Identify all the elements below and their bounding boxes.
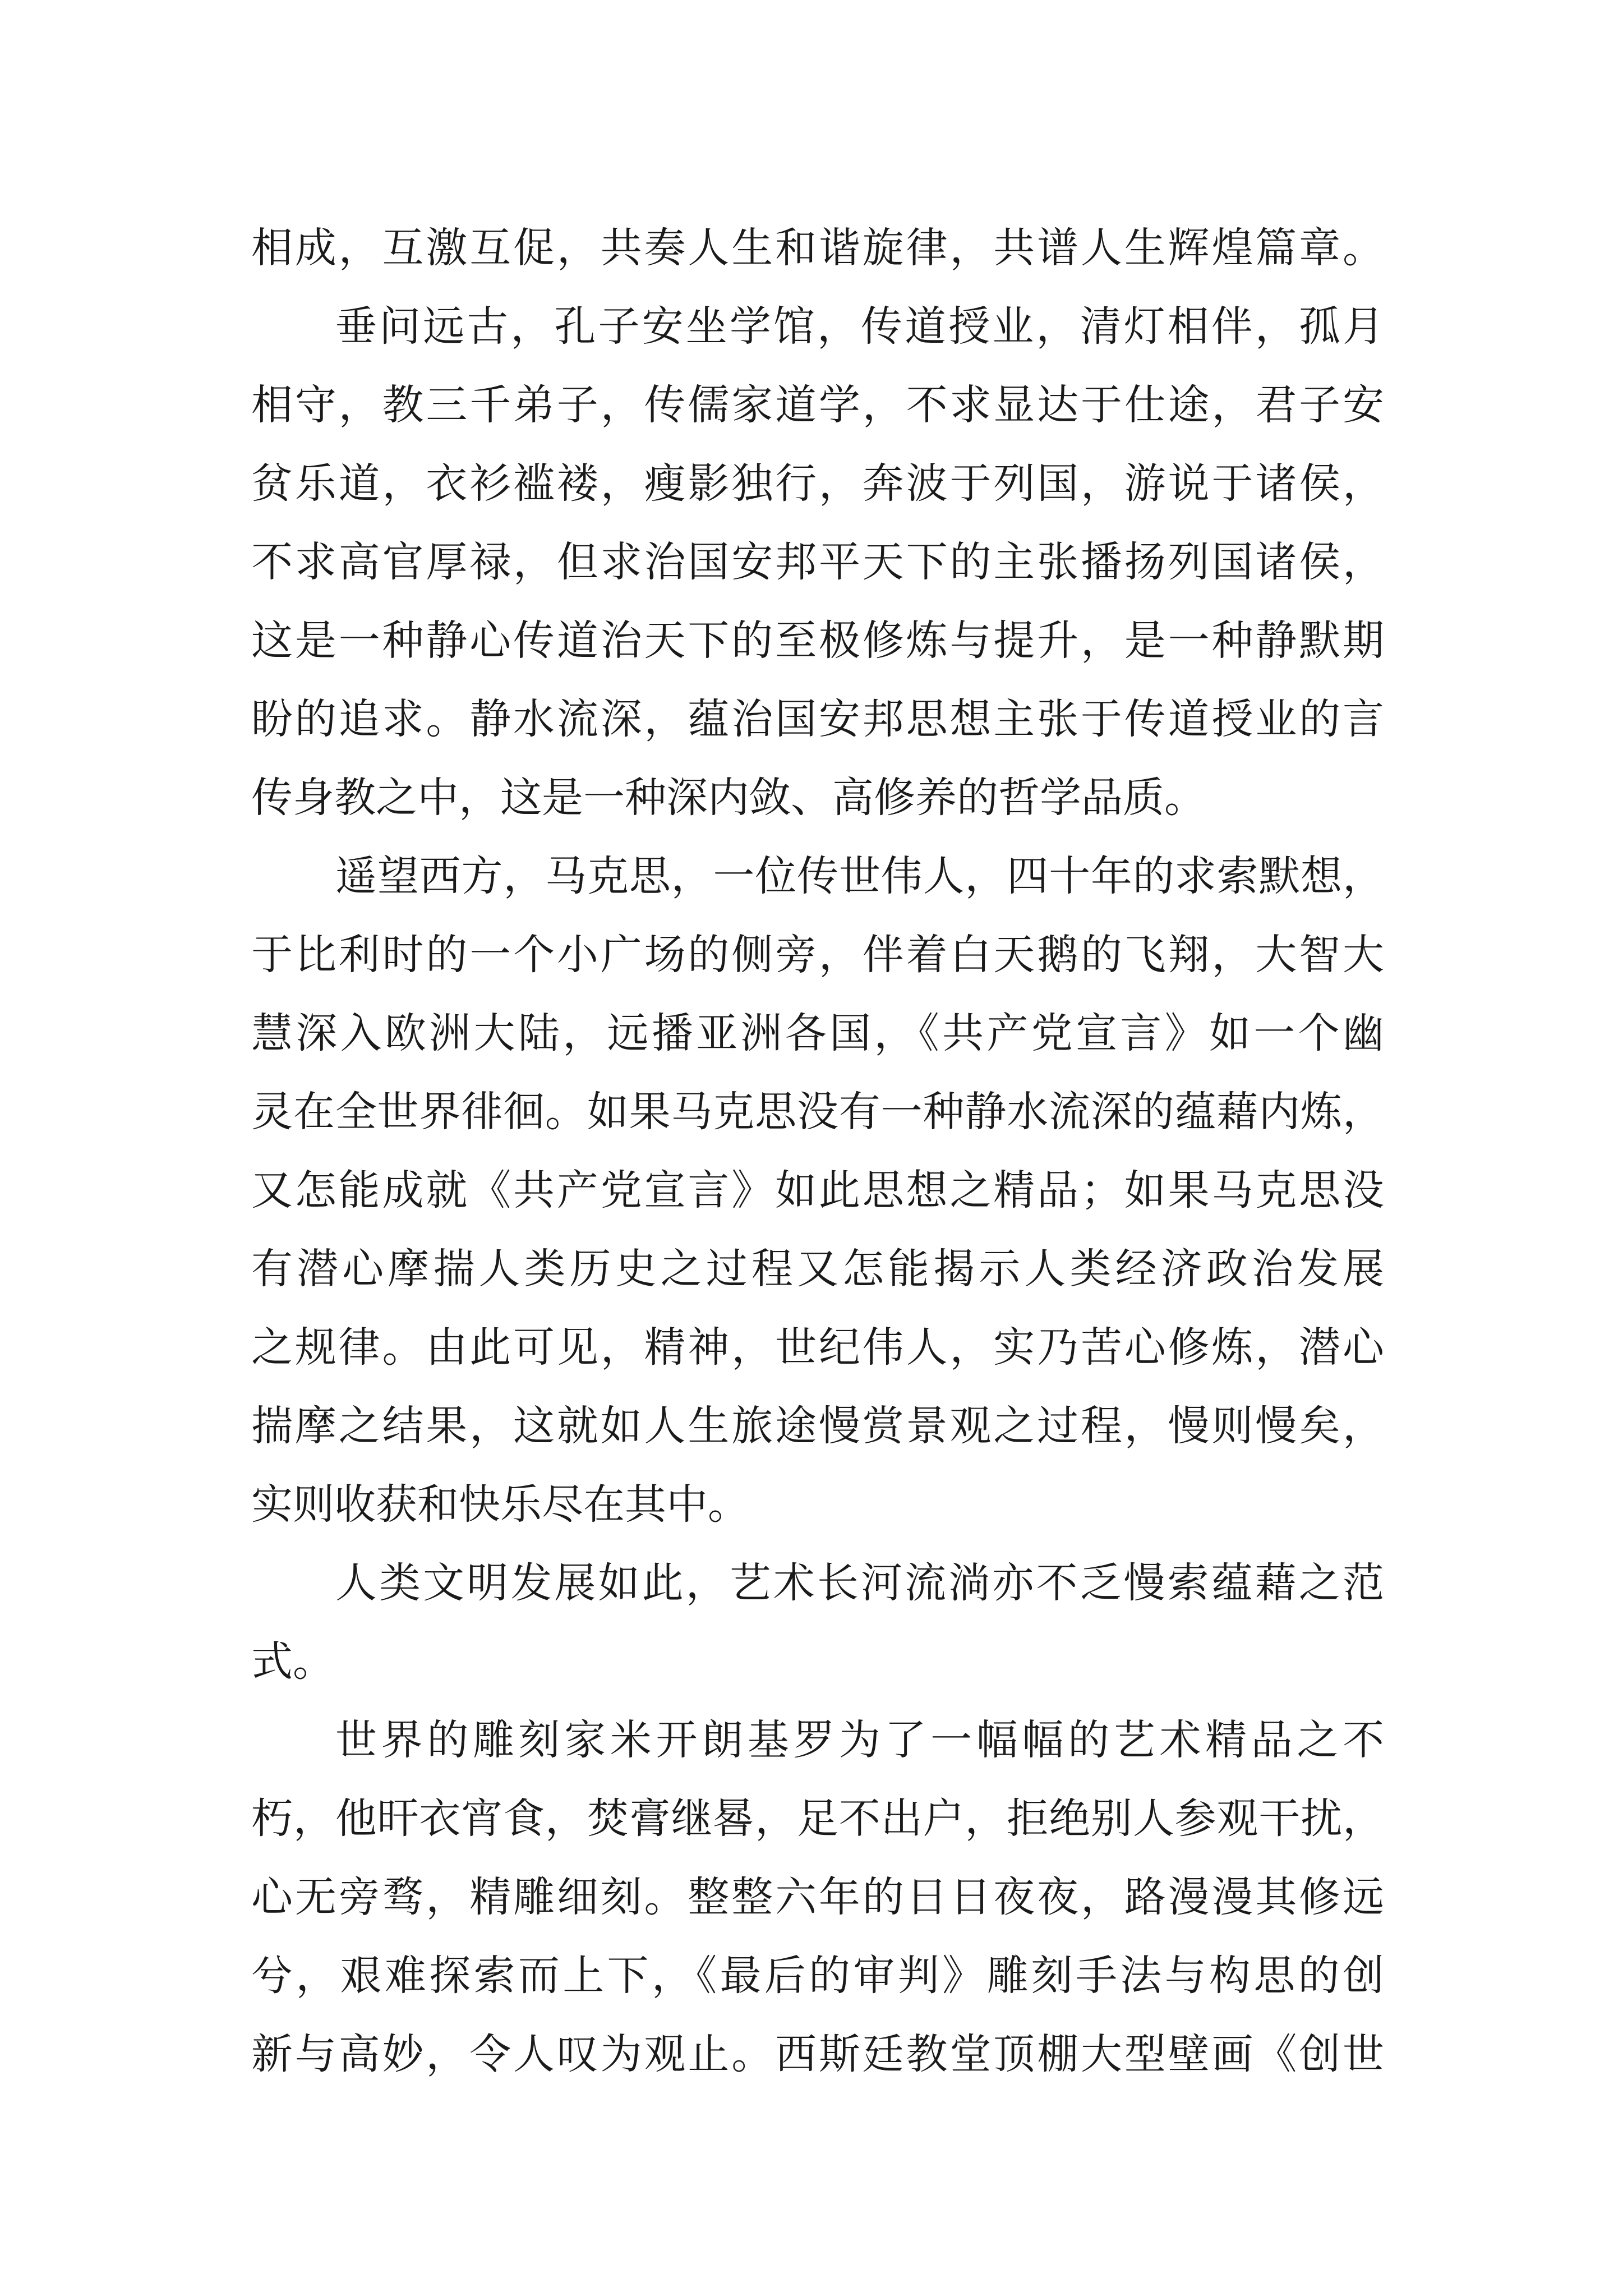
text-line: 相成，互激互促，共奏人生和谐旋律，共谱人生辉煌篇章。 (251, 224, 1384, 272)
text-line: 朽，他旰衣宵食，焚膏继晷，足不出户，拒绝别人参观干扰， (251, 1795, 1384, 1843)
text-line: 盼的追求。静水流深，蕴治国安邦思想主张于传道授业的言 (251, 695, 1384, 743)
text-line: 不求高官厚禄，但求治国安邦平天下的主张播扬列国诸侯， (251, 538, 1384, 586)
text-line: 慧深入欧洲大陆，远播亚洲各国，《共产党宣言》如一个幽 (251, 1009, 1384, 1057)
paragraph-last-line: 式。 (251, 1637, 334, 1686)
text-line: 相守，教三千弟子，传儒家道学，不求显达于仕途，君子安 (251, 381, 1384, 429)
text-line: 这是一种静心传道治天下的至极修炼与提升，是一种静默期 (251, 616, 1384, 665)
paragraph-last-line: 传身教之中，这是一种深内敛、高修养的哲学品质。 (251, 774, 1206, 822)
paragraph-first-line: 遥望西方，马克思，一位传世伟人，四十年的求索默想， (335, 852, 1384, 900)
text-line: 揣摩之结果，这就如人生旅途慢赏景观之过程，慢则慢矣， (251, 1402, 1384, 1450)
text-line: 灵在全世界徘徊。如果马克思没有一种静水流深的蕴藉内炼， (251, 1088, 1384, 1136)
paragraph-last-line: 实则收获和快乐尽在其中。 (251, 1480, 749, 1529)
paragraph-first-line: 垂问远古，孔子安坐学馆，传道授业，清灯相伴，孤月 (335, 302, 1384, 351)
text-line: 有潜心摩揣人类历史之过程又怎能揭示人类经济政治发展 (251, 1245, 1384, 1293)
text-line: 贫乐道，衣衫褴褛，瘦影独行，奔波于列国，游说于诸侯， (251, 459, 1384, 508)
text-line: 兮，艰难探索而上下，《最后的审判》雕刻手法与构思的创 (251, 1952, 1384, 2000)
paragraph-first-line: 世界的雕刻家米开朗基罗为了一幅幅的艺术精品之不 (335, 1716, 1384, 1764)
text-line: 心无旁骛，精雕细刻。整整六年的日日夜夜，路漫漫其修远 (251, 1873, 1384, 1921)
body-text (251, 209, 1384, 2093)
text-line: 之规律。由此可见，精神，世纪伟人，实乃苦心修炼，潜心 (251, 1323, 1384, 1372)
text-line: 于比利时的一个小广场的侧旁，伴着白天鹅的飞翔，大智大 (251, 931, 1384, 979)
paragraph-first-line: 人类文明发展如此，艺术长河流淌亦不乏慢索蕴藉之范 (335, 1559, 1384, 1607)
text-line: 又怎能成就《共产党宣言》如此思想之精品；如果马克思没 (251, 1166, 1384, 1214)
text-line: 新与高妙，令人叹为观止。西斯廷教堂顶棚大型壁画《创世 (251, 2030, 1384, 2078)
